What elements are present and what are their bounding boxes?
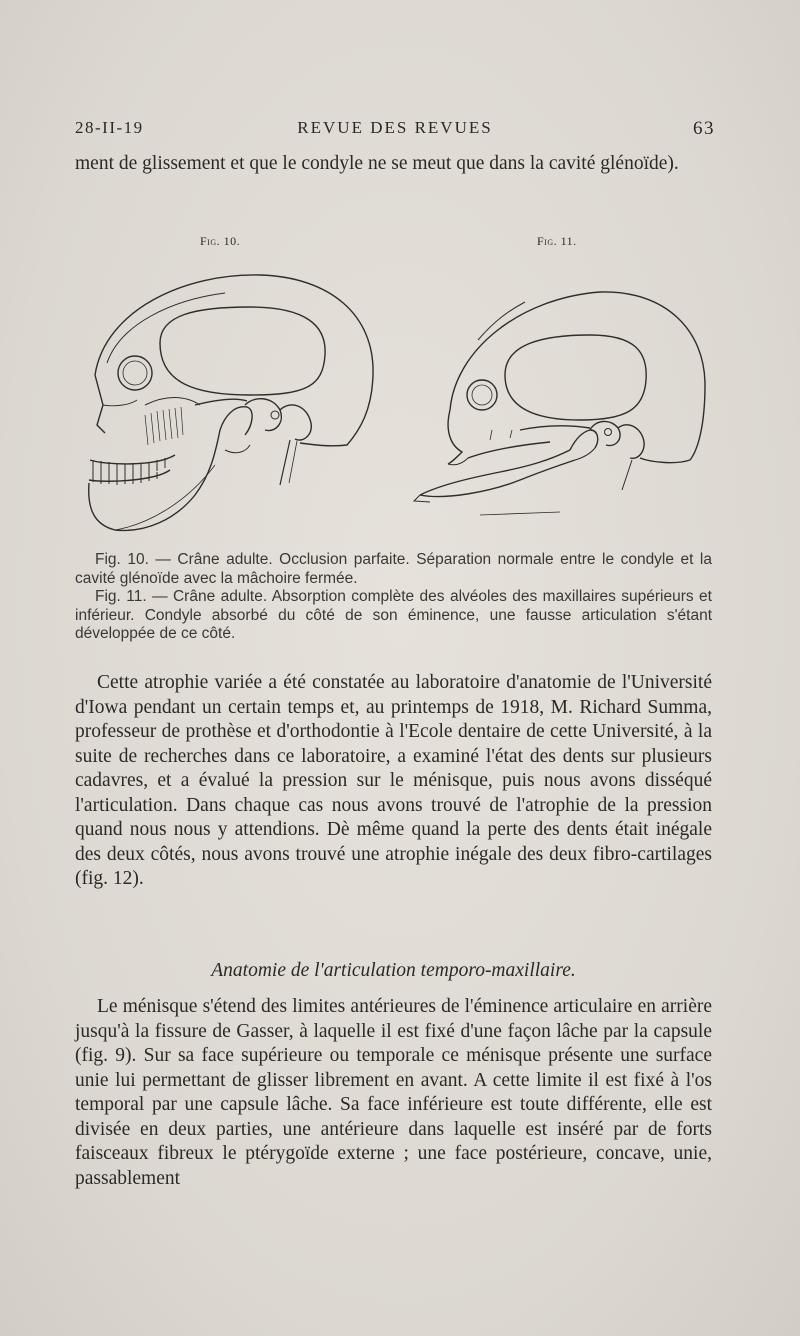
- figure-captions: [75, 551, 712, 644]
- journal-title: REVUE DES REVUES: [297, 118, 493, 137]
- paragraph-anatomy-text: Le ménisque s'étend des limites antérieures de l'éminence articulaire en arrière jusqu'à la fissure de Gasser, à laquelle il est fixé d'une façon lâche par la capsule (fig. 9). Sur sa face supérieure ou temporale ce ménisque présente une surface unie lui permettant de glisser librement en avant. A cette limite il est fixé à l'os temporal par une capsule lâche. Sa face inférieure est toute différente, elle est divisée en deux parties, une antérieure dans laquelle est inséré par de forts faisceaux fibreux le ptérygoïde externe ; une face postérieure, concave, unie, passablement: [75, 996, 712, 1189]
- fig10-skull-illustration: [75, 255, 385, 545]
- paragraph-atrophy-text: Cette atrophie variée a été constatée au laboratoire d'anatomie de l'Université d'Iowa pendant un certain temps et, au printemps de 1918, M. Richard Summa, professeur de prothèse et d'orthodontie à l'Ecole dentaire de cette Université, à la suite de recherches dans ce laboratoire, a examiné l'état des dents sur plusieurs cadavres, et a évalué la pression sur le ménisque, puis nous avons disséqué l'articulation. Dans chaque cas nous avons trouvé de l'atrophie de la pression quand nous nous y attendions. Dè même quand la perte des dents était inégale des deux côtés, nous avons trouvé une atrophie inégale des deux fibro-cartilages (fig. 12).: [75, 672, 712, 889]
- fig10-caption: Fig. 10. — Crâne adulte. Occlusion parfaite. Séparation normale entre le condyle et la cavité glénoïde avec la mâchoire fermée.: [75, 551, 712, 587]
- page-number: 63: [693, 118, 715, 139]
- header-date: 28-II-19: [75, 118, 144, 137]
- running-head: [75, 118, 715, 142]
- paragraph-atrophy: [75, 671, 712, 892]
- section-title: Anatomie de l'articulation temporo-maxillaire.: [211, 960, 576, 981]
- fig11-caption: Fig. 11. — Crâne adulte. Absorption complète des alvéoles des maxillaires supérieurs et inférieur. Condyle absorbé du côté de son éminence, une fausse articulation s'étant développée de ce côté.: [75, 588, 712, 642]
- fig10-label: Fig. 10.: [200, 234, 241, 248]
- fig11-label: Fig. 11.: [537, 234, 577, 248]
- continuation-text: ment de glissement et que le condyle ne se meut que dans la cavité glénoïde).: [75, 153, 679, 174]
- paragraph-anatomy: [75, 995, 712, 1191]
- fig11-skull-illustration: [400, 280, 720, 525]
